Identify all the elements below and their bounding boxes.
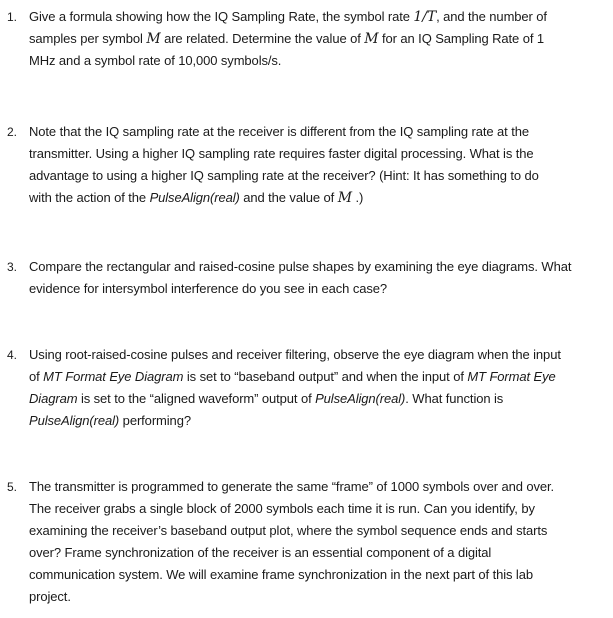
text-line: Compare the rectangular and raised-cosine pulse shapes by examining the eye diagrams. What xyxy=(29,259,572,274)
math-symbol: M xyxy=(146,31,161,47)
question-text xyxy=(29,256,609,300)
text-line: The transmitter is programmed to generate the same “frame” of 1000 symbols over and over. xyxy=(29,479,555,494)
math-symbol: M xyxy=(364,31,379,47)
text-line: Give a formula showing how the IQ Sampling Rate, the symbol rate 1/T, and the number of xyxy=(29,9,547,25)
question-number: 1. xyxy=(7,10,18,24)
text-line: samples per symbol M are related. Determine the value of M for an IQ Sampling Rate of 1 xyxy=(29,31,544,47)
text-line: project. xyxy=(29,589,71,604)
text-line: Diagram is set to the “aligned waveform” output of PulseAlign(real). What function is xyxy=(29,391,504,406)
block-name: PulseAlign(real) xyxy=(29,413,120,428)
text-line: PulseAlign(real) performing? xyxy=(29,413,191,428)
block-name: MT Format Eye xyxy=(467,369,556,384)
math-symbol: 1/T xyxy=(413,9,437,25)
question-text xyxy=(29,476,609,608)
block-name: PulseAlign(real) xyxy=(149,190,240,205)
text-line: advantage to using a higher IQ sampling rate at the receiver? (Hint: It has something to do xyxy=(29,168,539,183)
block-name: Diagram xyxy=(29,391,78,406)
text-line: Using root-raised-cosine pulses and receiver filtering, observe the eye diagram when the input xyxy=(29,347,561,362)
text-line: transmitter. Using a higher IQ sampling rate requires faster digital processing. What is the xyxy=(29,146,534,161)
text-line: Note that the IQ sampling rate at the receiver is different from the IQ sampling rate at the xyxy=(29,124,529,139)
question-text xyxy=(29,6,609,72)
block-name: MT Format Eye Diagram xyxy=(43,369,184,384)
text-line: communication system. We will examine frame synchronization in the next part of this lab xyxy=(29,567,533,582)
question-number: 4. xyxy=(7,348,18,362)
text-line: with the action of the PulseAlign(real) and the value of M .) xyxy=(29,190,364,206)
math-symbol: M xyxy=(337,190,352,206)
block-name: PulseAlign(real) xyxy=(315,391,406,406)
text-line: MHz and a symbol rate of 10,000 symbols/s. xyxy=(29,53,282,68)
text-line: evidence for intersymbol interference do you see in each case? xyxy=(29,281,388,296)
text-line: of MT Format Eye Diagram is set to “baseband output” and when the input of MT Format Eye xyxy=(29,369,556,384)
question-number: 2. xyxy=(7,125,18,139)
question-text xyxy=(29,121,609,209)
question-number: 3. xyxy=(7,260,18,274)
text-line: The receiver grabs a single block of 2000 symbols each time it is run. Can you identify, by xyxy=(29,501,535,516)
text-line: over? Frame synchronization of the receiver is an essential component of a digital xyxy=(29,545,492,560)
question-text xyxy=(29,344,609,432)
question-number: 5. xyxy=(7,480,18,494)
text-line: examining the receiver’s baseband output plot, where the symbol sequence ends and starts xyxy=(29,523,548,538)
